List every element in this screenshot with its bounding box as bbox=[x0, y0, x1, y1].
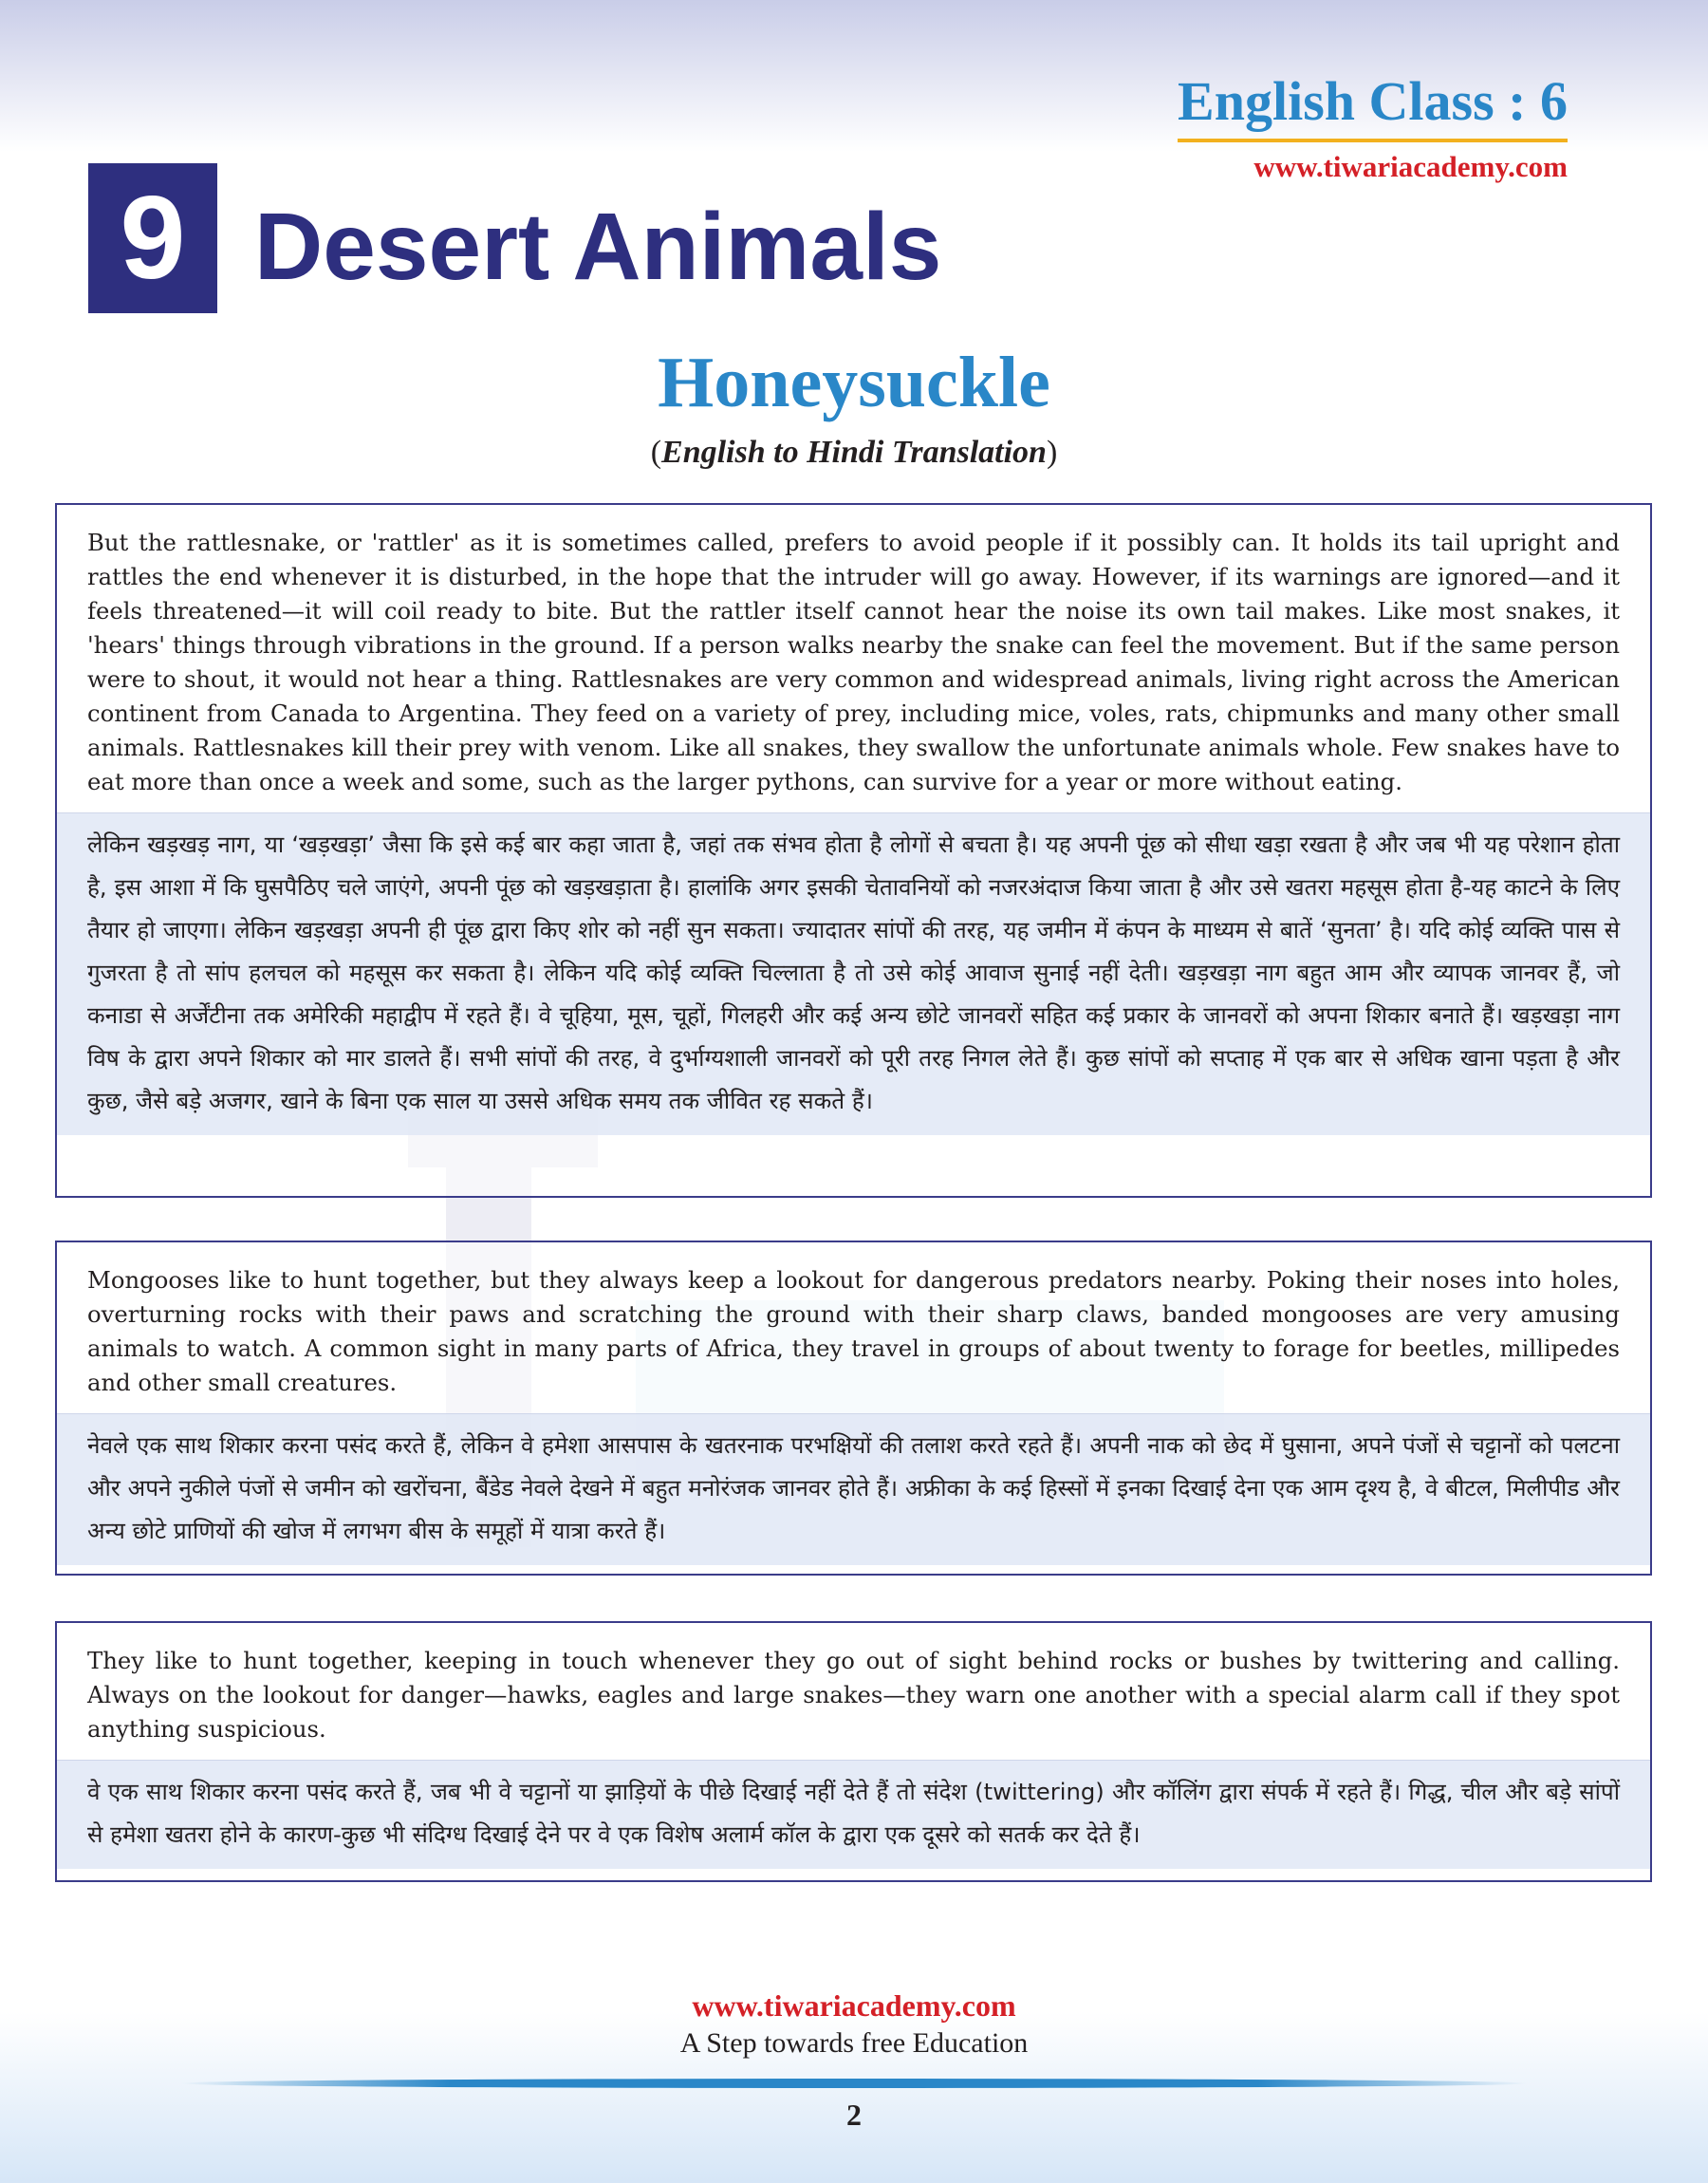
translation-box-rattlesnake bbox=[55, 503, 1652, 1198]
translation-box-hunting bbox=[55, 1621, 1652, 1882]
english-paragraph: But the rattlesnake, or 'rattler' as it is sometimes called, prefers to avoid people if it possibly can. It holds its tail upright and rattles the end whenever it is disturbed, in the hope that the intruder will go away. However, if its warnings are ignored—and it feels threatened—it will coil ready to bite. But the rattler itself cannot hear the noise its own tail makes. Like most snakes, it 'hears' things through vibrations in the ground. If a person walks nearby the snake can feel the movement. But if the same person were to shout, it would not hear a thing. Rattlesnakes are very common and widespread animals, living right across the American continent from Canada to Argentina. They feed on a variety of prey, including mice, voles, rats, chipmunks and many other small animals. Rattlesnakes kill their prey with venom. Like all snakes, they swallow the unfortunate animals whole. Few snakes have to eat more than once a week and some, such as the larger pythons, can survive for a year or more without eating. bbox=[87, 529, 1620, 795]
subtitle-open-paren: ( bbox=[650, 435, 662, 470]
chapter-number: 9 bbox=[88, 163, 217, 313]
brand-url[interactable]: www.tiwariacademy.com bbox=[1253, 150, 1568, 183]
footer-tagline: A Step towards free Education bbox=[679, 2027, 1029, 2059]
translation-box-mongoose bbox=[55, 1241, 1652, 1576]
chapter-title: Desert Animals bbox=[254, 194, 942, 300]
page-number: 2 bbox=[846, 2098, 862, 2132]
hindi-paragraph: वे एक साथ शिकार करना पसंद करते हैं, जब भी वे चट्टानों या झाड़ियों के पीछे दिखाई नहीं देते हैं तो संदेश (twittering) और कॉलिंग द्वारा संपर्क में रहते हैं। गिद्ध, चील और बड़े सांपों से हमेशा खतरा होने के कारण-कुछ भी संदिग्ध दिखाई देने पर वे एक विशेष अलार्म कॉल के द्वारा एक दूसरे को सतर्क कर देते हैं। bbox=[57, 1760, 1650, 1869]
english-paragraph: They like to hunt together, keeping in touch whenever they go out of sight behind rocks or bushes by twittering and calling. Always on the lookout for danger—hawks, eagles and large snakes—they warn one another with a special alarm call if they spot anything suspicious. bbox=[87, 1647, 1620, 1743]
subtitle-text: English to Hindi Translation bbox=[661, 435, 1047, 470]
class-label: English Class : 6 bbox=[1178, 74, 1568, 142]
english-paragraph: Mongooses like to hunt together, but they always keep a lookout for dangerous predators nearby. Poking their noses into holes, overturning rocks with their paws and scratching the ground with their sharp claws, banded mongooses are very amusing animals to watch. A common sight in many parts of Africa, they travel in groups of about twenty to forage for beetles, millipedes and other small creatures. bbox=[87, 1266, 1620, 1396]
footer-divider bbox=[180, 2079, 1528, 2088]
hindi-paragraph: नेवले एक साथ शिकार करना पसंद करते हैं, लेकिन वे हमेशा आसपास के खतरनाक परभक्षियों की तलाश करते रहते हैं। अपनी नाक को छेद में घुसाना, अपने पंजों से चट्टानों को पलटना और अपने नुकीले पंजों से जमीन को खरोंचना, बैंडेड नेवले देखने में बहुत मनोरंजक जानवर होते हैं। अफ्रीका के कई हिस्सों में इनका दिखाई देना एक आम दृश्य है, वे बीटल, मिलीपीड और अन्य छोटे प्राणियों की खोज में लगभग बीस के समूहों में यात्रा करते हैं। bbox=[57, 1413, 1650, 1565]
subtitle-close-paren: ) bbox=[1046, 435, 1058, 470]
hindi-paragraph: लेकिन खड़खड़ नाग, या ‘खड़खड़ा’ जैसा कि इसे कई बार कहा जाता है, जहां तक संभव होता है लोगों से बचता है। यह अपनी पूंछ को सीधा खड़ा रखता है और जब भी यह परेशान होता है, इस आशा में कि घुसपैठिए चले जाएंगे, अपनी पूंछ को खड़खड़ाता है। हालांकि अगर इसकी चेतावनियों को नजरअंदाज किया जाता है और उसे खतरा महसूस होता है-यह काटने के लिए तैयार हो जाएगा। लेकिन खड़खड़ा अपनी ही पूंछ द्वारा किए शोर को नहीं सुन सकता। ज्यादातर सांपों की तरह, यह जमीन में कंपन के माध्यम से बातें ‘सुनता’ है। यदि कोई व्यक्ति पास से गुजरता है तो सांप हलचल को महसूस कर सकता है। लेकिन यदि कोई व्यक्ति चिल्लाता है तो उसे कोई आवाज सुनाई नहीं देती। खड़खड़ा नाग बहुत आम और व्यापक जानवर हैं, जो कनाडा से अर्जेंटीना तक अमेरिकी महाद्वीप में रहते हैं। वे चूहिया, मूस, चूहों, गिलहरी और कई अन्य छोटे जानवरों सहित कई प्रकार के जानवरों को अपना शिकार बनाते हैं। खड़खड़ा नाग विष के द्वारा अपने शिकार को मार डालते हैं। सभी सांपों की तरह, वे दुर्भाग्यशाली जानवरों को पूरी तरह निगल लेते हैं। कुछ सांपों को सप्ताह में एक बार से अधिक खाना पड़ता है और कुछ, जैसे बड़े अजगर, खाने के बिना एक साल या उससे अधिक समय तक जीवित रह सकते हैं। bbox=[57, 812, 1650, 1135]
brand-header bbox=[1178, 70, 1568, 184]
book-title: Honeysuckle bbox=[658, 343, 1050, 422]
subtitle bbox=[0, 435, 1708, 471]
footer-url[interactable]: www.tiwariacademy.com bbox=[692, 1988, 1016, 2023]
